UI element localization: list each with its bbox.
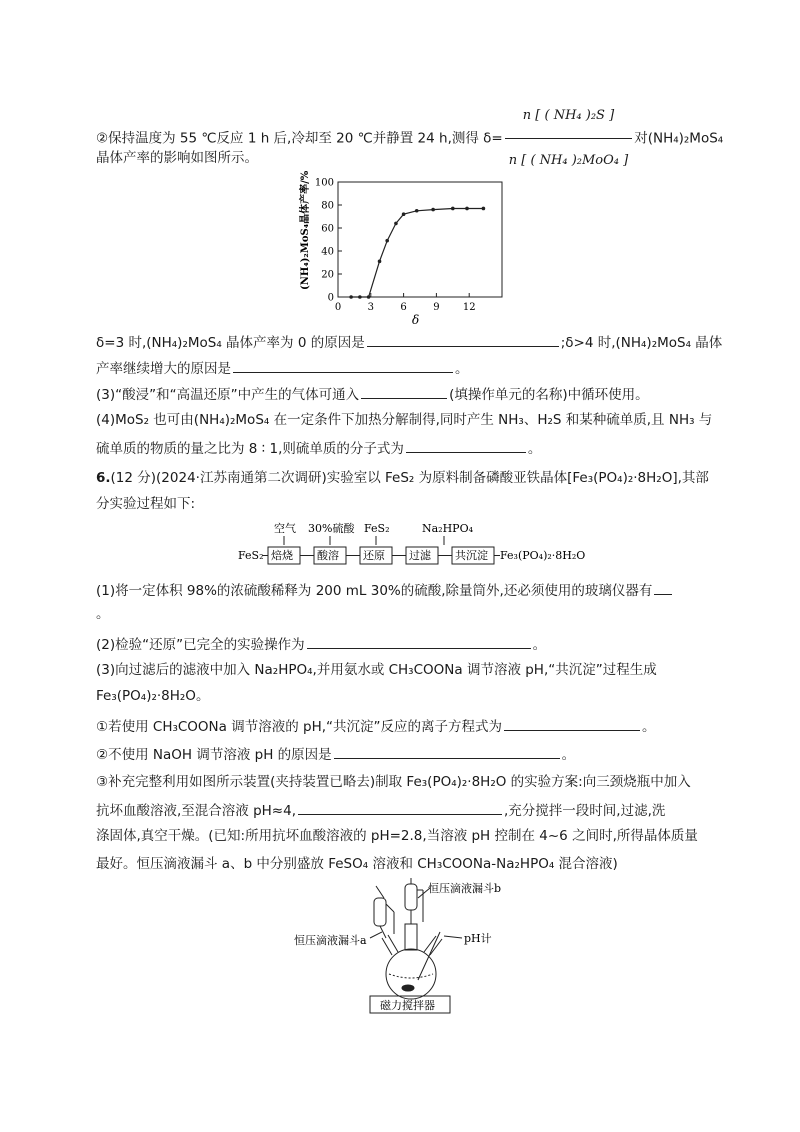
flow-step-coprecip-rect-label: 共沉淀 bbox=[455, 549, 488, 562]
q5-delta-line1 bbox=[96, 332, 722, 353]
q6-part2-text: (2)检验“还原”已完全的实验操作为 bbox=[96, 637, 305, 653]
x-tick-label: 3 bbox=[367, 302, 374, 313]
x-tick-label: 9 bbox=[433, 302, 440, 313]
q5-delta-end: 。 bbox=[455, 361, 469, 377]
reagent-na2hpo4: Na₂HPO₄ bbox=[422, 522, 474, 535]
chart-point bbox=[465, 207, 469, 211]
flow-end: Fe₃(PO₄)₂·8H₂O bbox=[500, 549, 586, 562]
q6-number: 6. bbox=[96, 470, 111, 486]
q6-part3-3-line3: 涤固体,真空干燥。(已知:所用抗坏血酸溶液的 pH=2.8,当溶液 pH 控制在 4~6 之间时,所得晶体质量 bbox=[96, 828, 698, 844]
q6-part3-3-line4: 最好。恒压滴液漏斗 a、b 中分别盛放 FeSO₄ 溶液和 CH₃COONa-Na₂HPO₄ 混合溶液) bbox=[96, 856, 618, 872]
q5-part3-text: (3)“酸浸”和“高温还原”中产生的气体可通入 bbox=[96, 387, 360, 403]
q6-part2 bbox=[96, 634, 546, 655]
ph-meter-label: pH计 bbox=[464, 932, 492, 945]
q6-part2-end: 。 bbox=[532, 637, 547, 653]
q6-header-text: (12 分)(2024·江苏南通第二次调研)实验室以 FeS₂ 为原料制备磷酸亚铁晶体[Fe₃(PO₄)₂·8H₂O],其部 bbox=[110, 470, 709, 486]
answer-blank-8[interactable] bbox=[334, 744, 560, 759]
answer-blank-1[interactable] bbox=[367, 332, 559, 347]
q6-part1-line1 bbox=[96, 580, 674, 601]
flow-step-acid-label: 酸溶 bbox=[317, 549, 339, 562]
y-tick-label: 60 bbox=[321, 223, 334, 235]
q6-part3-3-line1: ③补充完整利用如图所示装置(夹持装置已略去)制取 Fe₃(PO₄)₂·8H₂O 的实验方案:向三颈烧瓶中加入 bbox=[96, 774, 691, 790]
reagent-air: 空气 bbox=[274, 522, 296, 535]
q5-delta4-reason-text: 产率继续增大的原因是 bbox=[96, 361, 231, 377]
x-tick-label: 6 bbox=[400, 302, 407, 313]
flow-arrows bbox=[262, 547, 585, 564]
q6-part1-line2: 。 bbox=[96, 606, 110, 622]
funnel-b-label: 恒压滴液漏斗b bbox=[428, 882, 502, 895]
stir-bar-icon bbox=[402, 985, 414, 991]
q5-step2-line bbox=[96, 96, 723, 181]
q6-part3-2-text: ②不使用 NaOH 调节溶液 pH 的原因是 bbox=[96, 747, 332, 763]
q6-part3-3-text: 抗坏血酸溶液,至混合溶液 pH≈4, bbox=[96, 803, 296, 819]
answer-blank-4[interactable] bbox=[406, 438, 526, 453]
chart-ylabel: (NH₄)₂MoS₄晶体产率/% bbox=[300, 170, 311, 290]
chart-point bbox=[367, 295, 371, 299]
reagent-fes2: FeS₂ bbox=[364, 522, 390, 535]
y-tick-label: 40 bbox=[321, 246, 334, 258]
reagent-acid: 30%硫酸 bbox=[308, 522, 355, 535]
y-tick-label: 0 bbox=[327, 292, 334, 304]
q5-step2-line2: 晶体产率的影响如图所示。 bbox=[96, 150, 258, 166]
q6-part3-3-line2 bbox=[96, 800, 665, 821]
yield-chart bbox=[290, 172, 520, 332]
answer-blank-7[interactable] bbox=[504, 716, 640, 731]
delta-fraction bbox=[505, 96, 632, 181]
chart-point bbox=[402, 212, 406, 216]
q5-part3 bbox=[96, 384, 649, 405]
q6-part3-1-text: ①若使用 CH₃COONa 调节溶液的 pH,“共沉淀”反应的离子方程式为 bbox=[96, 719, 503, 735]
chart-points bbox=[349, 207, 485, 299]
q6-header-line1 bbox=[96, 468, 709, 488]
flow-start: FeS₂ bbox=[238, 549, 264, 562]
answer-blank-6[interactable] bbox=[307, 634, 531, 649]
y-tick-label: 80 bbox=[321, 200, 334, 212]
chart-point bbox=[385, 239, 389, 243]
chart-xlabel: δ bbox=[412, 313, 420, 327]
funnel-a-label: 恒压滴液漏斗a bbox=[294, 934, 367, 947]
q5-delta3-text: δ=3 时,(NH₄)₂MoS₄ 晶体产率为 0 的原因是 bbox=[96, 335, 365, 351]
q6-part3-1 bbox=[96, 716, 656, 737]
answer-blank-3[interactable] bbox=[361, 384, 447, 399]
chart-point bbox=[431, 208, 435, 212]
q5-step2-post: 对(NH₄)₂MoS₄ bbox=[634, 130, 724, 147]
chart-series-line bbox=[351, 209, 483, 298]
chart-point bbox=[394, 222, 398, 226]
fraction-numerator: n [ ( NH₄ )₂S ] bbox=[505, 96, 632, 139]
ph-probe-icon bbox=[418, 932, 440, 980]
q5-part4-end: 。 bbox=[527, 441, 542, 457]
apparatus-diagram bbox=[290, 878, 530, 1014]
y-tick-label: 100 bbox=[314, 177, 334, 189]
answer-blank-2[interactable] bbox=[233, 358, 453, 373]
q6-part3-2 bbox=[96, 744, 575, 765]
flow-step-roast-label: 焙烧 bbox=[271, 549, 293, 562]
q6-part3-line1: (3)向过滤后的滤液中加入 Na₂HPO₄,并用氨水或 CH₃COONa 调节溶液 pH,“共沉淀”过程生成 bbox=[96, 662, 657, 678]
answer-blank-9[interactable] bbox=[298, 800, 502, 815]
stirrer-label: 磁力搅拌器 bbox=[380, 999, 435, 1012]
q6-part3-2-end: 。 bbox=[561, 747, 576, 763]
q6-header-line2: 分实验过程如下: bbox=[96, 496, 196, 512]
chart-point bbox=[482, 207, 486, 211]
funnel-b-icon bbox=[405, 878, 423, 924]
q5-part4-line2 bbox=[96, 438, 541, 459]
y-tick-label: 20 bbox=[321, 269, 334, 281]
chart-ticks bbox=[315, 178, 476, 314]
q6-part3-line2: Fe₃(PO₄)₂·8H₂O。 bbox=[96, 688, 210, 704]
funnel-a-icon bbox=[374, 886, 394, 938]
answer-blank-5[interactable] bbox=[654, 580, 672, 595]
chart-point bbox=[451, 207, 455, 211]
chart-point bbox=[358, 295, 362, 299]
q6-part3-3-text-end: ,充分搅拌一段时间,过滤,洗 bbox=[504, 803, 666, 819]
q5-part4-line1: (4)MoS₂ 也可由(NH₄)₂MoS₄ 在一定条件下加热分解制得,同时产生 NH₃、H₂S 和某种硫单质,且 NH₃ 与 bbox=[96, 412, 713, 428]
q5-part3-text-end: (填操作单元的名称)中循环使用。 bbox=[449, 387, 649, 403]
q5-delta4-text: ;δ>4 时,(NH₄)₂MoS₄ 晶体 bbox=[560, 335, 723, 351]
flow-step-filter-rect-label: 过滤 bbox=[409, 549, 431, 562]
q6-part1-text: (1)将一定体积 98%的浓硫酸稀释为 200 mL 30%的硫酸,除量筒外,还必须使用的玻璃仪器有 bbox=[96, 583, 653, 599]
q5-part4-text: 硫单质的物质的量之比为 8 ∶ 1,则硫单质的分子式为 bbox=[96, 441, 404, 457]
x-tick-label: 12 bbox=[462, 302, 476, 313]
chart-point bbox=[415, 209, 419, 213]
flow-step-reduce-label: 还原 bbox=[363, 549, 385, 562]
q5-step2-pre: ②保持温度为 55 ℃反应 1 h 后,冷却至 20 ℃并静置 24 h,测得 δ= bbox=[96, 130, 503, 147]
q5-delta-line2 bbox=[96, 358, 469, 379]
q6-part3-1-end: 。 bbox=[642, 719, 656, 735]
chart-point bbox=[349, 295, 353, 299]
chart-point bbox=[378, 260, 382, 264]
fraction-denominator: n [ ( NH₄ )₂MoO₄ ] bbox=[508, 153, 629, 168]
process-flow-diagram bbox=[238, 518, 586, 574]
x-tick-label: 0 bbox=[334, 302, 342, 313]
chart-plot-frame bbox=[338, 182, 502, 297]
